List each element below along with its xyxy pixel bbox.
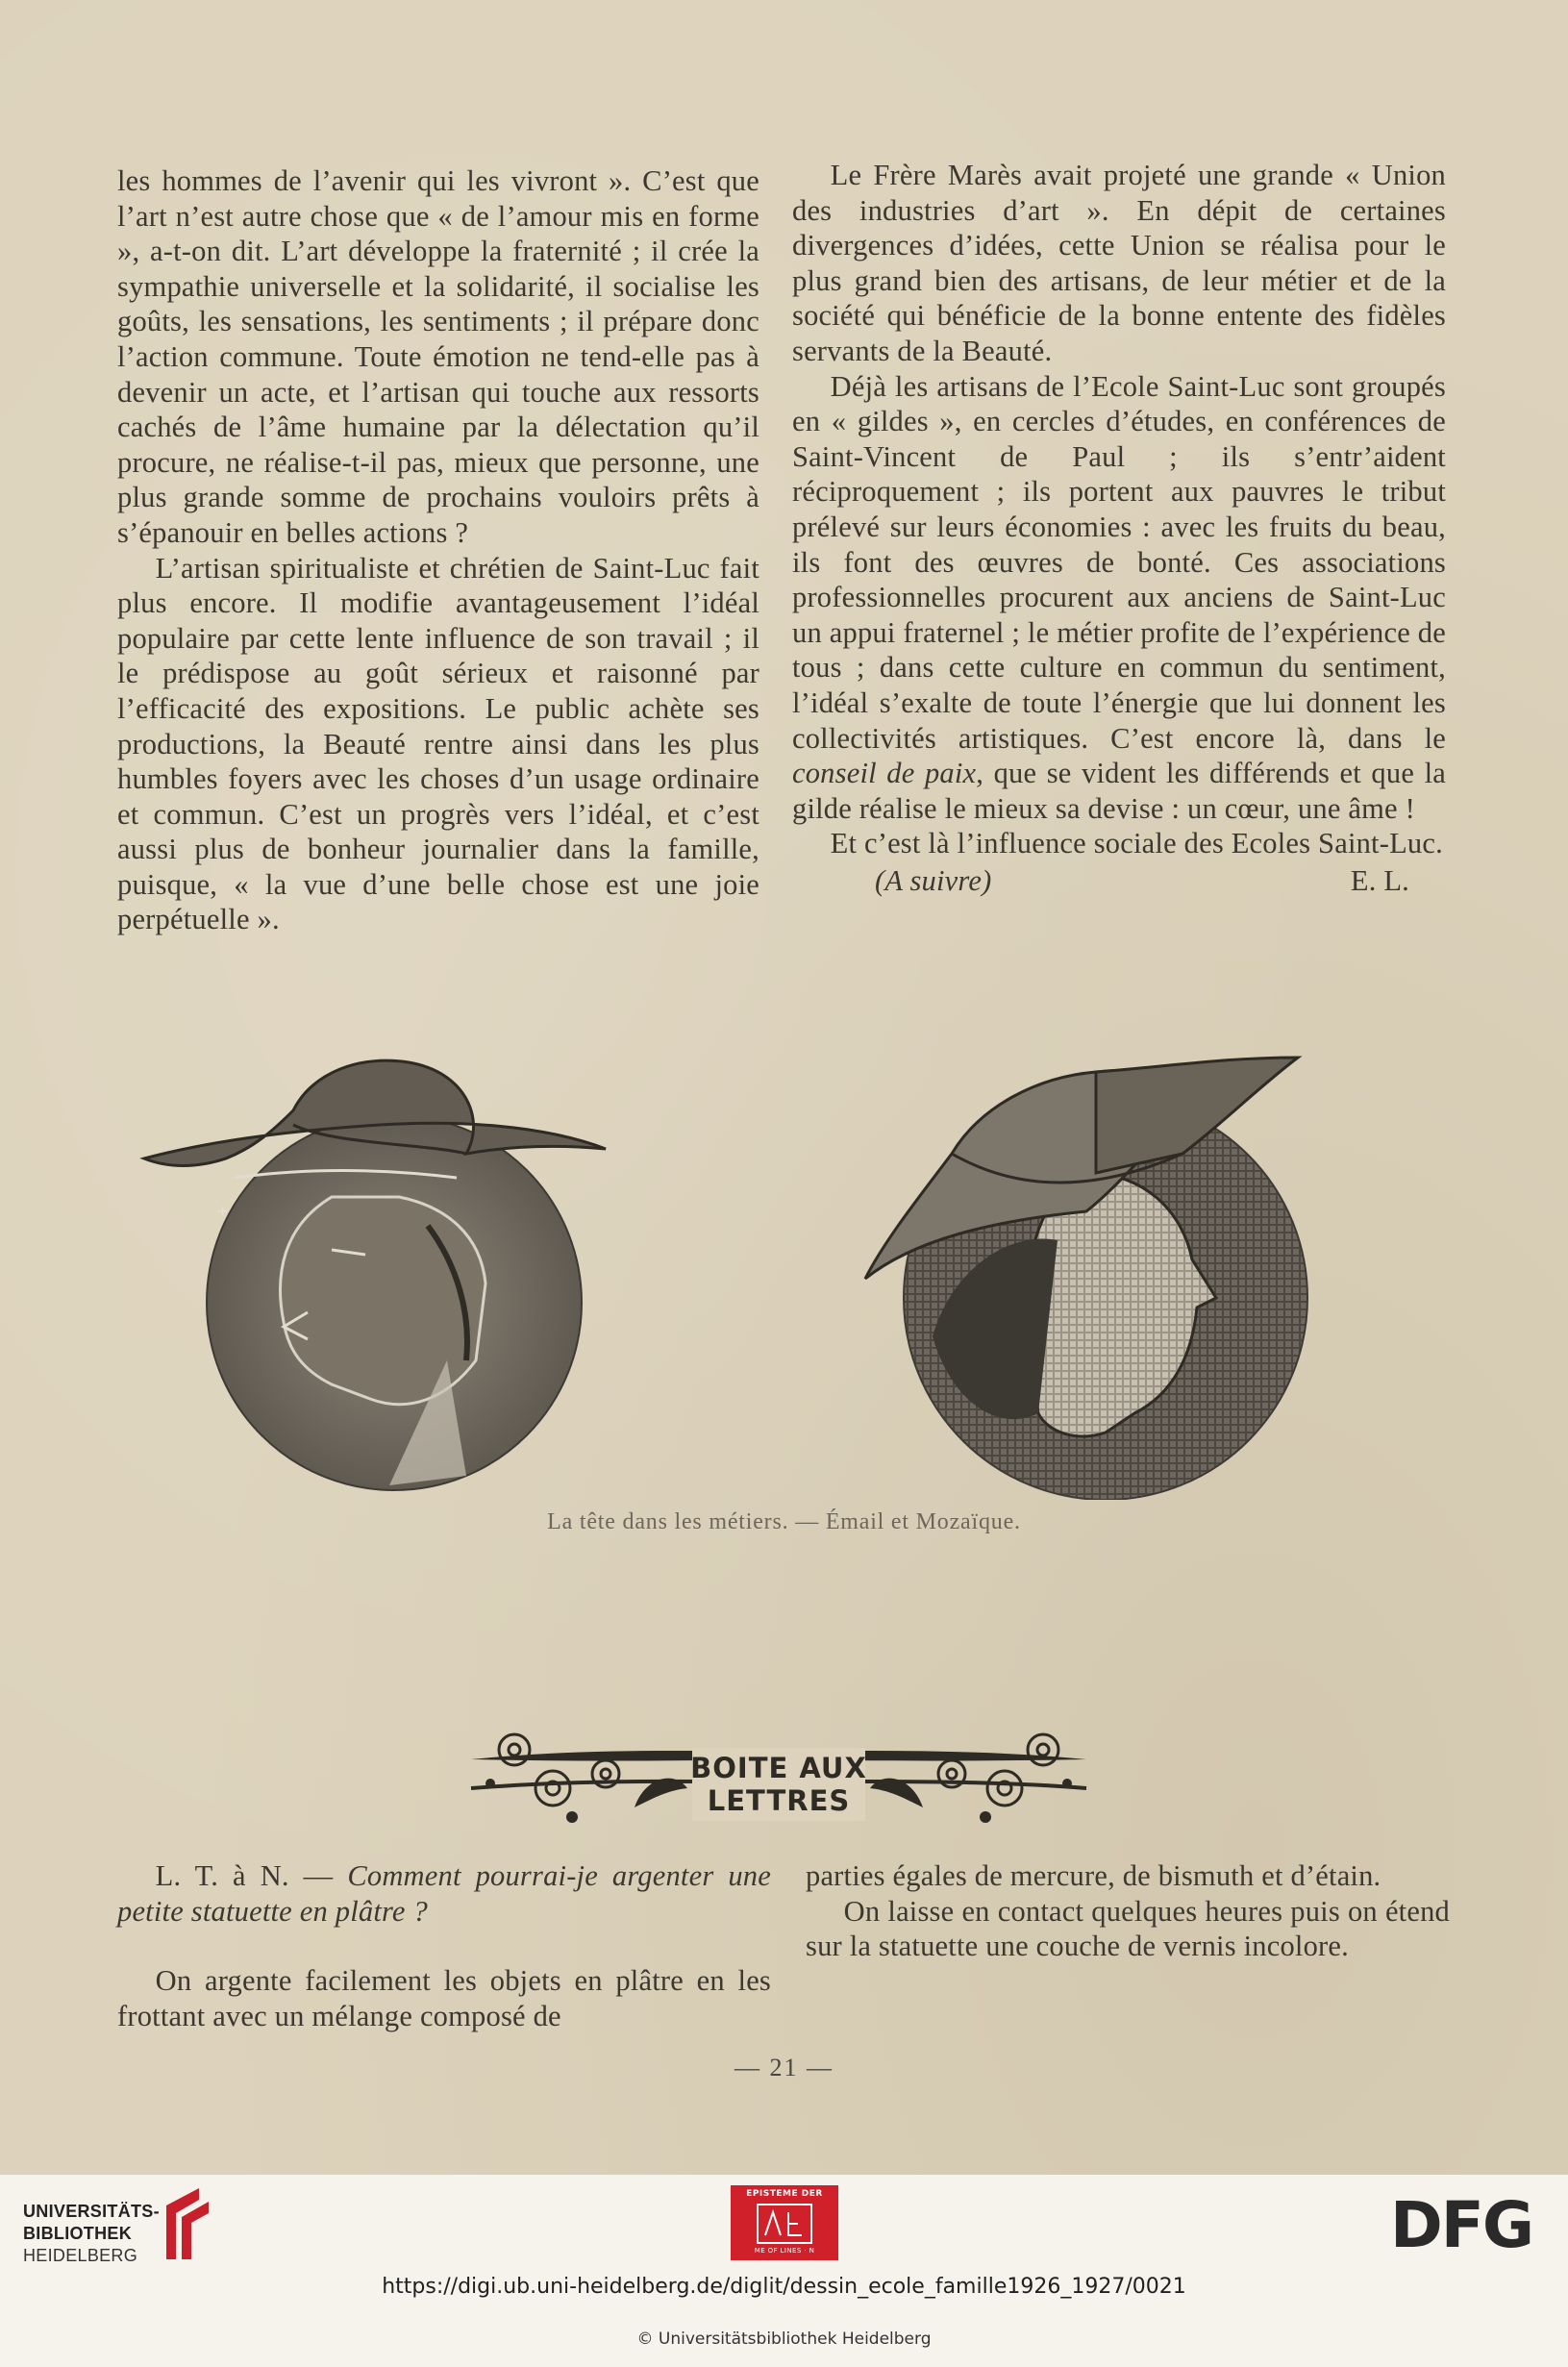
episteme-logo-text: EPISTEME DER (746, 2189, 823, 2199)
article-paragraph: Et c’est là l’influence sociale des Ecoles Saint-Luc. (830, 827, 1443, 860)
mailbox-heading-line: BOITE AUX (690, 1752, 867, 1784)
article-left-column (117, 163, 759, 937)
permalink-url[interactable]: https://digi.ub.uni-heidelberg.de/diglit/dessin_ecole_famille1926_1927/0021 (382, 2275, 1186, 2299)
mailbox-answer: On argente facilement les objets en plâtre en les frottant avec un mélange composé de (117, 1964, 771, 2032)
paragraph-text: , que se vident les différends et que la gilde réalise le mieux sa devise : un cœur, une âme ! (792, 757, 1446, 825)
ub-logo-line: HEIDELBERG (23, 2246, 138, 2265)
mailbox-heading-line: LETTRES (707, 1784, 851, 1817)
enamel-medallion-image (139, 1034, 639, 1495)
ub-logo-line: UNIVERSITÄTS- (23, 2202, 160, 2221)
article-paragraph: les hommes de l’avenir qui les vivront ». C’est que l’art n’est autre chose que « de l’amour mis en forme », a-t-on dit. L’art développe la fraternité ; il crée la sympathie universelle et la solidarité, il socialise les goûts, les sensations, les sentiments ; il prépare donc l’action commune. Toute émotion ne tend-elle pas à devenir un acte, et l’artisan qui touche aux ressorts cachés de l’âme humaine par la délectation qu’il procure, ne réalise-t-il pas, mieux que personne, une plus grande somme de prochains vouloirs prêts à s’épanouir en belles actions ? (117, 164, 759, 549)
ub-logo-icon[interactable] (159, 2184, 216, 2263)
article-paragraph: L’artisan spiritualiste et chrétien de Saint-Luc fait plus encore. Il modifie avantageusement l’idéal populaire par cette lente influence de son travail ; il le prédispose au goût sérieux et raisonné par l’efficacité des expositions. Le public achète ses productions, la Beauté rentre ainsi dans les plus humbles foyers avec les choses d’un usage ordinaire et commun. C’est un progrès vers l’idéal, et c’est aussi plus de bonheur journalier dans la famille, puisque, « la vue d’une belle chose est une joie perpétuelle ». (117, 551, 759, 936)
question-prefix: L. T. à N. — (155, 1859, 348, 1892)
paragraph-text: Déjà les artisans de l’Ecole Saint-Luc sont groupés en « gildes », en cercles d’études, en conférences de Saint-Vincent de Paul ; ils s’entr’aident réciproquement ; ils portent aux pauvres le tribut prélevé sur leurs économies : avec les fruits du beau, ils font des œuvres de bonté. Ces associations professionnelles procurent aux anciens de Saint-Luc un appui fraternel ; le métier profite de l’expérience de tous ; dans cette culture en commun du sentiment, l’idéal s’exalte de toute l’énergie que lui donnent les collectivités artistiques. C’est encore là, dans le (792, 369, 1446, 755)
dfg-logo[interactable]: DFG (1390, 2188, 1533, 2262)
figure-caption: La tête dans les métiers. — Émail et Mozaïque. (547, 1509, 1021, 1534)
mailbox-answer: parties égales de mercure, de bismuth et d’étain. (806, 1859, 1381, 1892)
mailbox-question (117, 1858, 771, 1929)
mailbox-left-column (117, 1858, 771, 2033)
mailbox-heading (452, 1752, 1106, 1817)
to-follow-note: (A suivre) (875, 863, 992, 897)
episteme-emblem-icon (756, 2203, 813, 2245)
copyright-notice: © Universitätsbibliothek Heidelberg (636, 2330, 932, 2349)
signature-row (792, 863, 1446, 899)
author-signature: E. L. (1350, 863, 1409, 897)
ub-logo-line: BIBLIOTHEK (23, 2224, 132, 2243)
italic-phrase: conseil de paix (792, 757, 977, 790)
mailbox-answer: On laisse en contact quelques heures puis on étend sur la statuette une couche de vernis incolore. (806, 1894, 1450, 1963)
mosaic-medallion-image (846, 1048, 1327, 1500)
page-number: — 21 — (734, 2054, 834, 2081)
article-right-column (792, 158, 1446, 898)
article-paragraph: Le Frère Marès avait projeté une grande « Union des industries d’art ». En dépit de certaines divergences d’idées, cette Union se réalisa pour le plus grand bien des artisans, de leur métier et de la société qui bénéficie de la bonne entente des fidèles servants de la Beauté. (792, 159, 1446, 367)
svg-text:+: + (216, 1202, 230, 1220)
episteme-logo[interactable] (731, 2185, 838, 2260)
article-paragraph (792, 369, 1446, 827)
mailbox-right-column (806, 1858, 1450, 1964)
episteme-logo-text: ME OF LINES · N (754, 2247, 815, 2255)
question-text: Comment pourrai-je argenter une petite statuette en plâtre ? (117, 1859, 771, 1928)
